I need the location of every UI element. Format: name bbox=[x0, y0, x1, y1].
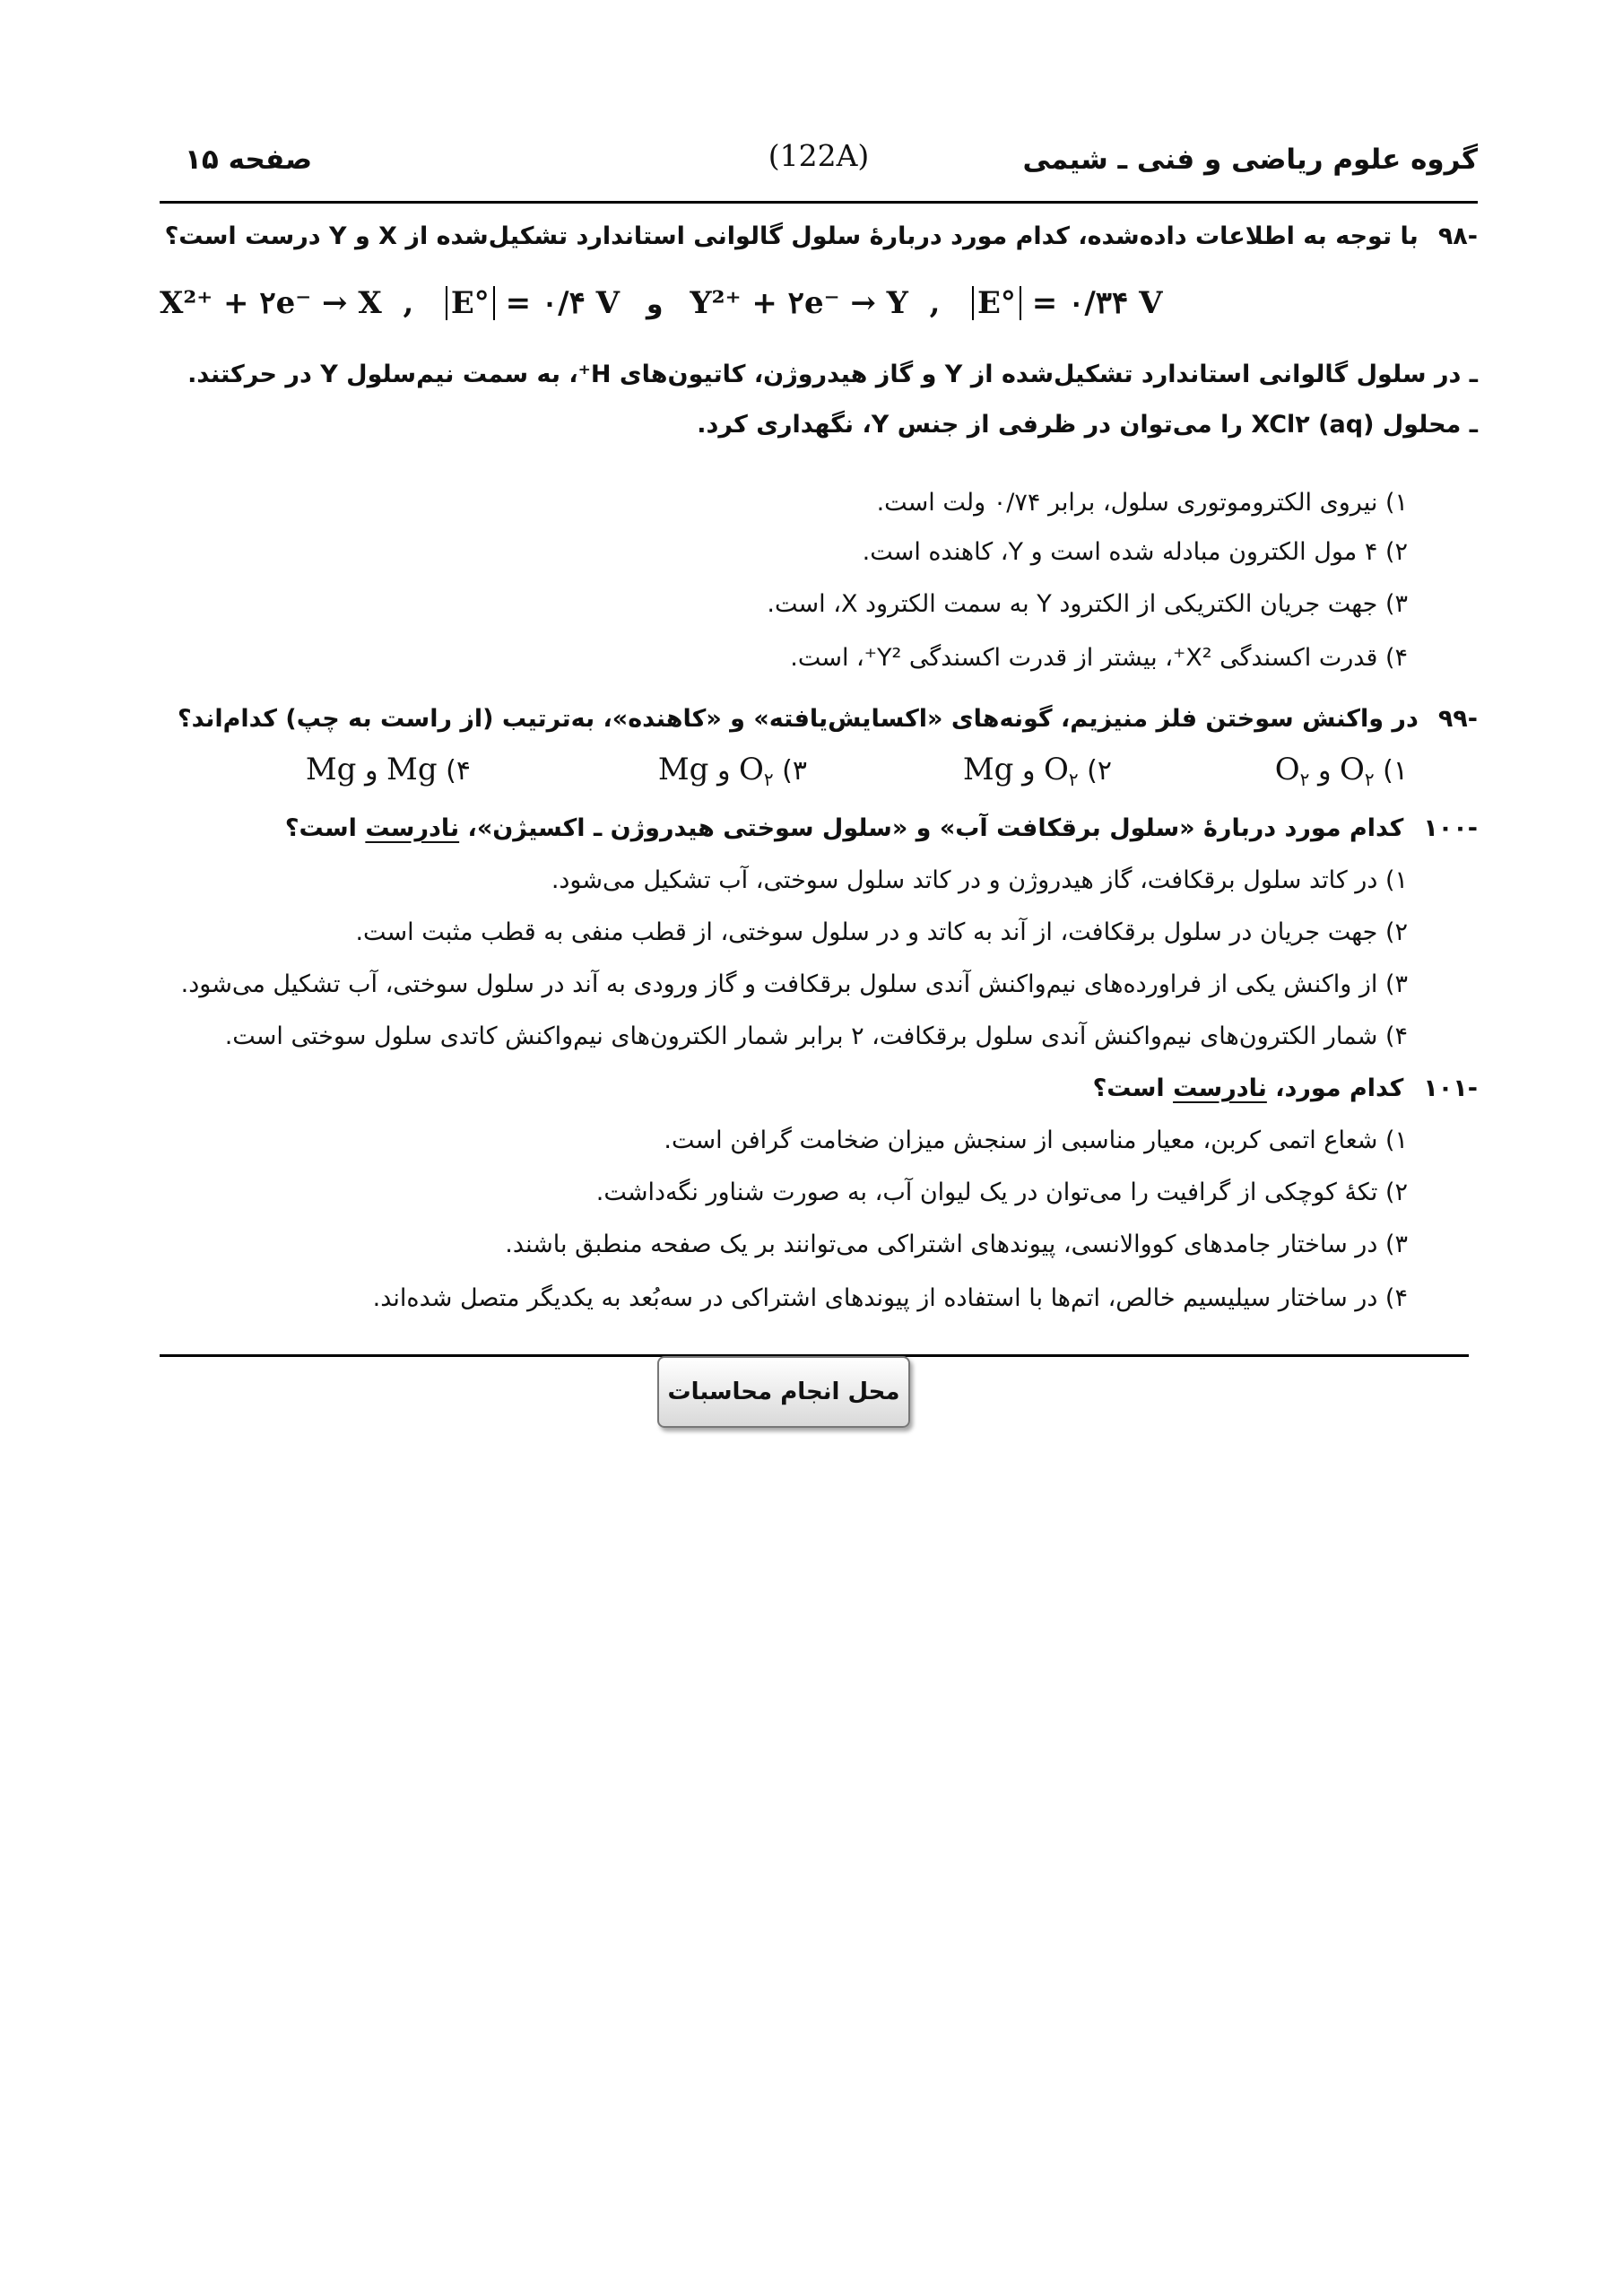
q101-option-4: ۴) در ساختار سیلیسیم خالص، اتم‌ها با استفاده از پیوندهای اشتراکی در سه‌بُعد به یکدیگر متصل شده‌اند. bbox=[372, 1284, 1408, 1312]
and-word: و bbox=[646, 289, 664, 320]
calculation-area-label: محل انجام محاسبات bbox=[657, 1356, 910, 1428]
e-value-y: = ۰/۳۴ V bbox=[1031, 285, 1163, 321]
q98-option-2: ۲) ۴ مول الکترون مبادله شده است و Y، کاهنده است. bbox=[862, 538, 1408, 566]
q101-option-3: ۳) در ساختار جامدهای کووالانسی، پیوندهای اشتراکی می‌توانند بر یک صفحه منطبق باشند. bbox=[505, 1231, 1408, 1258]
e-value-x: = ۰/۴ V bbox=[505, 285, 621, 321]
question-text-negation: نادرست bbox=[365, 814, 460, 842]
page-header bbox=[160, 138, 1478, 197]
question-text: با توجه به اطلاعات داده‌شده، کدام مورد دربارهٔ سلول گالوانی استاندارد تشکیل‌شده از X و Y درست است؟ bbox=[164, 222, 1419, 250]
question-99 bbox=[178, 705, 1478, 733]
q99-option-2: ۲) $O_۲$ و Mg bbox=[962, 752, 1112, 790]
q100-option-3: ۳) از واکنش یکی از فراورده‌های نیم‌واکنش آندی سلول برقکافت و گاز ورودی به آند در سلول سوختی، آب تشکیل می‌شود. bbox=[180, 970, 1408, 998]
abs-e-x: E° bbox=[446, 286, 495, 320]
question-number: -۹۹ bbox=[1437, 705, 1478, 733]
q99-option-4: ۴) Mg و Mg bbox=[305, 752, 471, 787]
q98-statement-2: ـ محلول XCl۲ (aq) را می‌توان در ظرفی از جنس Y، نگهداری کرد. bbox=[697, 411, 1478, 439]
question-101 bbox=[1093, 1074, 1478, 1102]
question-number: -۱۰۰ bbox=[1423, 814, 1478, 842]
question-number: -۱۰۱ bbox=[1423, 1074, 1478, 1102]
q98-option-3: ۳) جهت جریان الکتریکی از الکترود Y به سمت الکترود X، است. bbox=[767, 590, 1408, 618]
half-reaction-x: X²⁺ + ۲e⁻ → X bbox=[160, 285, 382, 321]
booklet-code: (122A) bbox=[768, 138, 870, 173]
q100-option-2: ۲) جهت جریان در سلول برقکافت، از آند به کاتد و در سلول سوختی، از قطب منفی به قطب مثبت است. bbox=[355, 918, 1408, 946]
q100-option-4: ۴) شمار الکترون‌های نیم‌واکنش آندی سلول برقکافت، ۲ برابر شمار الکترون‌های نیم‌واکنش کاتدی سلول سوختی است. bbox=[224, 1022, 1408, 1050]
question-text-a: کدام مورد، bbox=[1266, 1074, 1404, 1102]
header-divider bbox=[160, 201, 1478, 204]
q98-option-1: ۱) نیروی الکتروموتوری سلول، برابر ۰/۷۴ ولت است. bbox=[876, 489, 1408, 517]
question-text-b: است؟ bbox=[284, 814, 366, 842]
subject-group-title: گروه علوم ریاضی و فنی ـ شیمی bbox=[1022, 144, 1478, 176]
q98-statement-1: ـ در سلول گالوانی استاندارد تشکیل‌شده از Y و گاز هیدروژن، کاتیون‌های H⁺، به سمت نیم‌سلول Y در حرکتند. bbox=[187, 361, 1478, 388]
question-text: در واکنش سوختن فلز منیزیم، گونه‌های «اکسایش‌یافته» و «کاهنده»، به‌ترتیب (از راست به چپ) کدام‌اند؟ bbox=[177, 705, 1419, 733]
q99-option-1: ۱) $O_۲$ و $O_۲$ bbox=[1274, 752, 1408, 790]
question-100 bbox=[285, 814, 1478, 842]
question-text-negation: نادرست bbox=[1173, 1074, 1267, 1102]
question-98 bbox=[165, 222, 1478, 250]
q101-option-1: ۱) شعاع اتمی کربن، معیار مناسبی از سنجش میزان ضخامت گرافن است. bbox=[664, 1126, 1408, 1154]
abs-e-y: E° bbox=[972, 286, 1021, 320]
q101-option-2: ۲) تکهٔ کوچکی از گرافیت را می‌توان در یک لیوان آب، به صورت شناور نگه‌داشت. bbox=[595, 1178, 1408, 1206]
question-text-a: کدام مورد دربارهٔ «سلول برقکافت آب» و «سلول سوختی هیدروژن ـ اکسیژن»، bbox=[459, 814, 1404, 842]
q99-option-3: ۳) $O_۲$ و Mg bbox=[657, 752, 807, 790]
question-text-b: است؟ bbox=[1092, 1074, 1174, 1102]
page-number: صفحه ۱۵ bbox=[185, 144, 313, 176]
q100-option-1: ۱) در کاتد سلول برقکافت، گاز هیدروژن و در کاتد سلول سوختی، آب تشکیل می‌شود. bbox=[551, 866, 1408, 894]
half-reactions: X²⁺ + ۲e⁻ → X , E° = ۰/۴ V و Y²⁺ + ۲e⁻ → Y , E° = ۰/۳۴ V bbox=[160, 285, 1163, 321]
q98-option-4: ۴) قدرت اکسندگی X²⁺، بیشتر از قدرت اکسندگی Y²⁺، است. bbox=[790, 644, 1408, 672]
half-reaction-y: Y²⁺ + ۲e⁻ → Y bbox=[690, 285, 908, 321]
question-number: -۹۸ bbox=[1437, 222, 1478, 250]
